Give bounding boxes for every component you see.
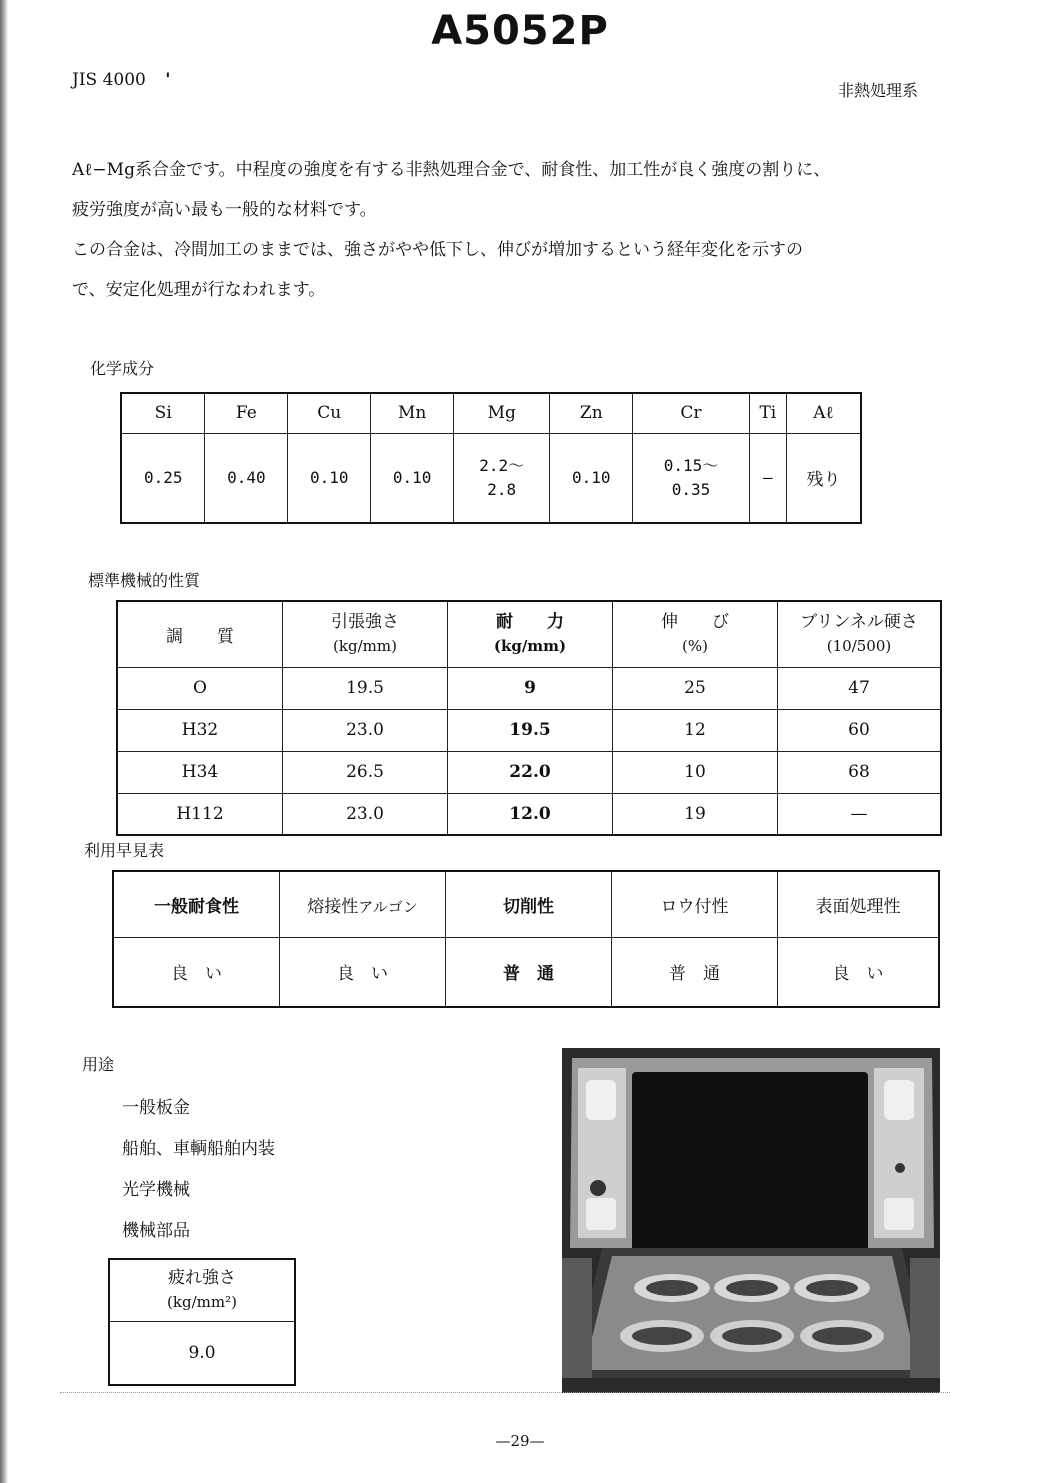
table-row xyxy=(117,751,941,793)
divider xyxy=(60,1392,950,1393)
mechanical-label: 標準機械的性質 xyxy=(88,571,201,590)
category-label: 非熱処理系 xyxy=(838,81,919,100)
scan-edge-shadow xyxy=(0,0,8,1483)
chem-value: — xyxy=(749,433,786,523)
uses-label: 用途 xyxy=(82,1055,115,1074)
tensile-cell: 26.5 xyxy=(283,751,448,793)
elongation-cell: 12 xyxy=(613,709,778,751)
usability-label: 利用早見表 xyxy=(84,841,165,860)
chem-header: Mg xyxy=(454,393,550,433)
standard-label: JIS 4000 ' xyxy=(72,70,171,90)
temper-cell: H34 xyxy=(117,751,283,793)
table-row xyxy=(117,793,941,835)
chemistry-label: 化学成分 xyxy=(90,359,155,378)
usability-cell: 良 い xyxy=(778,937,940,1007)
chem-header: Ti xyxy=(749,393,786,433)
yield-cell: 22.0 xyxy=(448,751,613,793)
corrosion-header: 一般耐食性 xyxy=(113,871,280,937)
chem-header: Cr xyxy=(633,393,749,433)
chem-value: 0.10 xyxy=(550,433,633,523)
fatigue-table xyxy=(108,1258,296,1386)
fatigue-header: 疲れ強さ (kg/mm²) xyxy=(109,1259,295,1321)
chemistry-table xyxy=(120,392,862,524)
elongation-cell: 10 xyxy=(613,751,778,793)
mechanical-table xyxy=(116,600,942,836)
chem-header: Cu xyxy=(288,393,371,433)
hardness-cell: 60 xyxy=(778,709,942,751)
product-photo xyxy=(562,1048,940,1393)
chem-value: 0.15〜 0.35 xyxy=(633,433,749,523)
chem-value: 0.10 xyxy=(371,433,454,523)
list-item: 光学機械 xyxy=(122,1180,190,1200)
machinability-header: 切削性 xyxy=(446,871,612,937)
stray-mark: ' xyxy=(165,70,171,90)
intro-line: で、安定化処理が行なわれます。 xyxy=(72,280,326,300)
yield-cell: 19.5 xyxy=(448,709,613,751)
table-row xyxy=(109,1321,295,1385)
table-row xyxy=(121,393,861,433)
surface-treatment-header: 表面処理性 xyxy=(778,871,940,937)
chem-value: 残り xyxy=(787,433,862,523)
usability-cell: 普 通 xyxy=(446,937,612,1007)
hardness-cell: 47 xyxy=(778,667,942,709)
tensile-cell: 19.5 xyxy=(283,667,448,709)
elongation-cell: 19 xyxy=(613,793,778,835)
list-item: 船舶、車輌船舶内装 xyxy=(122,1139,275,1159)
chem-value: 0.25 xyxy=(121,433,205,523)
usability-cell: 良 い xyxy=(113,937,280,1007)
chem-header: Zn xyxy=(550,393,633,433)
elongation-header: 伸 び (%) xyxy=(613,601,778,667)
tensile-cell: 23.0 xyxy=(283,709,448,751)
usability-cell: 普 通 xyxy=(612,937,778,1007)
chem-value: 2.2〜 2.8 xyxy=(454,433,550,523)
chem-value: 0.40 xyxy=(205,433,288,523)
elongation-cell: 25 xyxy=(613,667,778,709)
table-row xyxy=(113,937,939,1007)
chem-header: Mn xyxy=(371,393,454,433)
chem-header: Si xyxy=(121,393,205,433)
temper-cell: H112 xyxy=(117,793,283,835)
yield-header: 耐 力 (kg/mm) xyxy=(448,601,613,667)
intro-text xyxy=(72,150,972,310)
table-row xyxy=(113,871,939,937)
chem-value: 0.10 xyxy=(288,433,371,523)
tensile-header: 引張強さ (kg/mm) xyxy=(283,601,448,667)
table-row xyxy=(109,1259,295,1321)
list-item: 機械部品 xyxy=(122,1221,190,1241)
hardness-cell: 68 xyxy=(778,751,942,793)
table-row xyxy=(117,601,941,667)
intro-line: Aℓ−Mg系合金です。中程度の強度を有する非熱処理合金で、耐食性、加工性が良く強度の割りに、 xyxy=(72,160,831,180)
brazing-header: ロウ付性 xyxy=(612,871,778,937)
table-row xyxy=(117,667,941,709)
list-item: 一般板金 xyxy=(122,1098,190,1118)
yield-cell: 12.0 xyxy=(448,793,613,835)
tensile-cell: 23.0 xyxy=(283,793,448,835)
intro-line: この合金は、冷間加工のままでは、強さがやや低下し、伸びが増加するという経年変化を示すの xyxy=(72,240,803,260)
intro-line: 疲労強度が高い最も一般的な材料です。 xyxy=(72,200,377,220)
page-number: —29— xyxy=(495,1432,545,1450)
temper-header: 調 質 xyxy=(117,601,283,667)
weldability-header: 熔接性アルゴン xyxy=(280,871,446,937)
chem-header: Fe xyxy=(205,393,288,433)
chem-header: Aℓ xyxy=(787,393,862,433)
table-row xyxy=(121,433,861,523)
yield-cell: 9 xyxy=(448,667,613,709)
table-row xyxy=(117,709,941,751)
page-title: A5052P xyxy=(431,8,609,54)
temper-cell: H32 xyxy=(117,709,283,751)
uses-list xyxy=(122,1093,275,1257)
hardness-cell: — xyxy=(778,793,942,835)
fatigue-value: 9.0 xyxy=(109,1321,295,1385)
hardness-header: ブリンネル硬さ (10/500) xyxy=(778,601,942,667)
argon-label: アルゴン xyxy=(358,898,418,917)
usability-cell: 良 い xyxy=(280,937,446,1007)
usability-table xyxy=(112,870,940,1008)
temper-cell: O xyxy=(117,667,283,709)
